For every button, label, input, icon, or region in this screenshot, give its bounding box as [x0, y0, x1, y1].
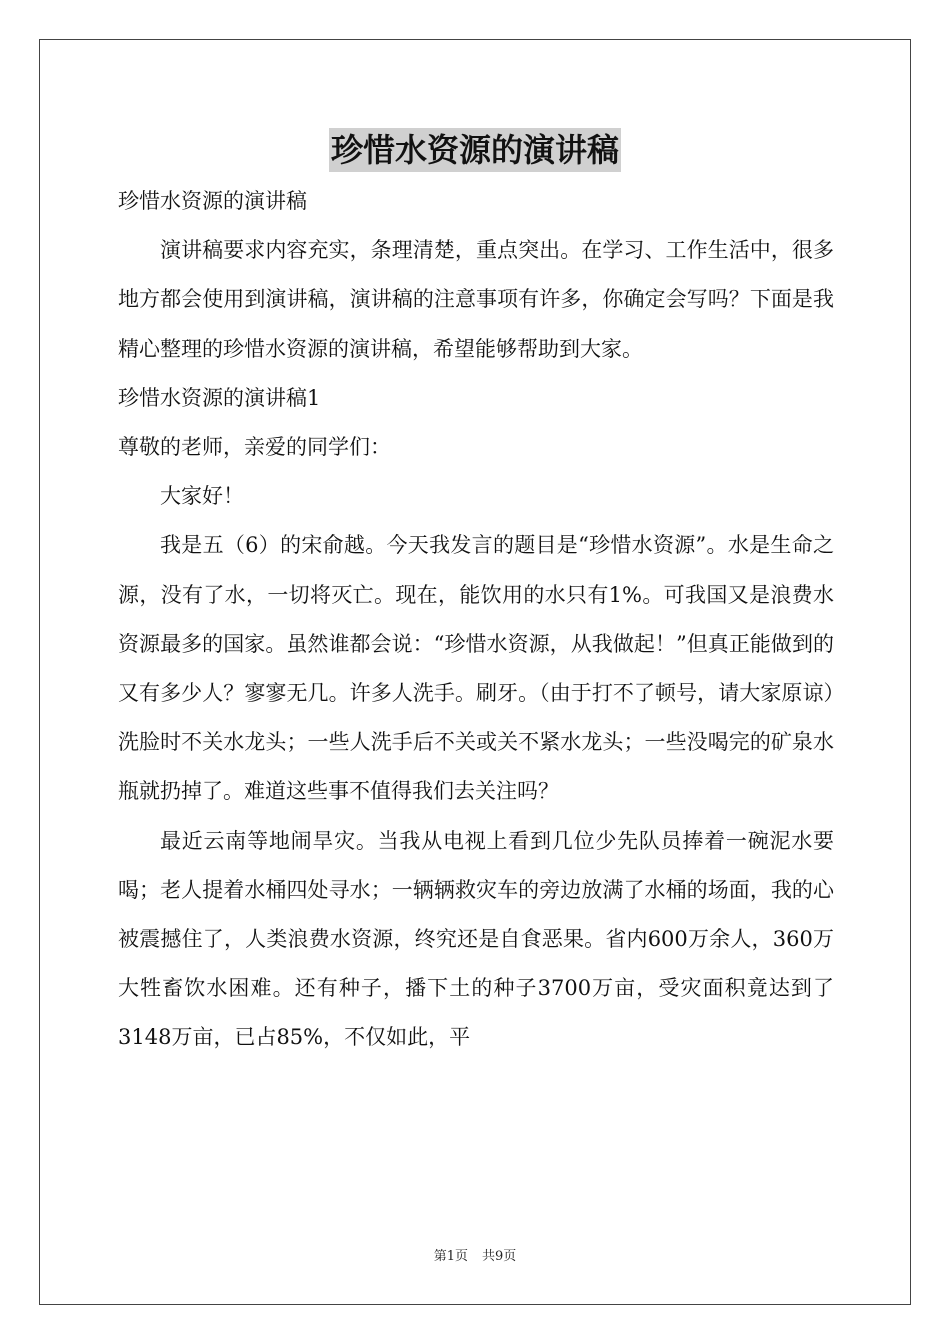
paragraph-heading-1: 珍惜水资源的演讲稿1 — [118, 385, 321, 410]
paragraph-body-1: 我是五（6）的宋俞越。今天我发言的题目是“珍惜水资源”。水是生命之源，没有了水，一切将灭亡。现在，能饮用的水只有1%。可我国又是浪费水资源最多的国家。虽然谁都会说：“珍惜水资源，从我做起！”但真正能做到的又有多少人？寥寥无几。许多人洗手。刷牙。（由于打不了顿号，请大家原谅）洗脸时不关水龙头；一些人洗手后不关或关不紧水龙头；一些没喝完的矿泉水瓶就扔掉了。难道这些事不值得我们去关注吗？ — [118, 533, 834, 804]
paragraph-intro: 演讲稿要求内容充实，条理清楚，重点突出。在学习、工作生活中，很多地方都会使用到演讲稿，演讲稿的注意事项有许多，你确定会写吗？下面是我精心整理的珍惜水资源的演讲稿，希望能够帮助到大家。 — [118, 238, 834, 361]
paragraph-greeting: 大家好！ — [160, 484, 244, 509]
document-title-text: 珍惜水资源的演讲稿 — [329, 128, 621, 172]
document-body — [118, 177, 834, 1063]
paragraph-salutation: 尊敬的老师，亲爱的同学们： — [118, 435, 391, 460]
page-total: 共9页 — [482, 1249, 517, 1264]
page-footer — [0, 1249, 950, 1265]
paragraph-body-2: 最近云南等地闹旱灾。当我从电视上看到几位少先队员捧着一碗泥水要喝；老人提着水桶四处寻水；一辆辆救灾车的旁边放满了水桶的场面，我的心被震撼住了，人类浪费水资源，终究还是自食恶果。省内600万余人，360万大牲畜饮水困难。还有种子，播下土的种子3700万亩，受灾面积竟达到了3148万亩，已占85%，不仅如此，平 — [118, 828, 834, 1050]
document-title — [0, 128, 950, 172]
paragraph-subtitle: 珍惜水资源的演讲稿 — [118, 189, 307, 213]
page-number: 第1页 — [433, 1249, 468, 1264]
